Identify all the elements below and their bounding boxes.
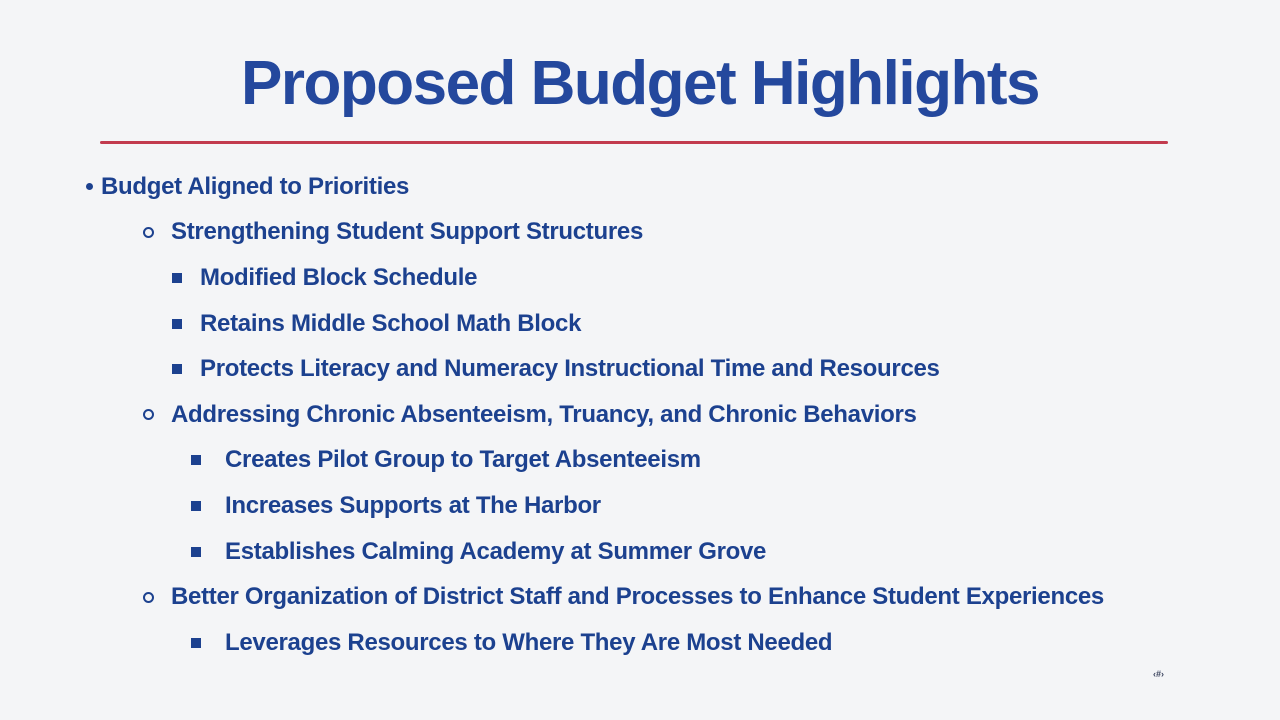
slide-number-placeholder: ‹#›	[1153, 669, 1164, 679]
square-bullet-icon	[191, 501, 201, 511]
outline-item	[143, 392, 1280, 438]
square-bullet-icon	[191, 547, 201, 557]
square-bullet-icon	[172, 319, 182, 329]
outline-item	[86, 164, 1280, 210]
outline-item-text: Strengthening Student Support Structures	[171, 218, 643, 246]
outline-item-text: Increases Supports at The Harbor	[225, 491, 601, 519]
slide-title: Proposed Budget Highlights	[241, 49, 1039, 118]
square-bullet-icon	[172, 273, 182, 283]
outline-item-text: Retains Middle School Math Block	[200, 309, 582, 337]
outline-item-text: Establishes Calming Academy at Summer Grove	[225, 537, 767, 565]
outline-list	[0, 164, 1280, 666]
outline-item	[191, 620, 1280, 666]
outline-item-text: Creates Pilot Group to Target Absenteeism	[225, 446, 701, 474]
outline-item-text: Addressing Chronic Absenteeism, Truancy, and Chronic Behaviors	[171, 400, 917, 428]
circle-bullet-icon	[143, 592, 154, 603]
outline-item	[172, 346, 1280, 392]
square-bullet-icon	[191, 638, 201, 648]
dot-bullet-icon	[86, 183, 93, 190]
outline-item	[172, 255, 1280, 301]
outline-item-text: Modified Block Schedule	[200, 263, 478, 291]
outline-item	[191, 483, 1280, 529]
outline-item	[143, 574, 1280, 620]
outline-item	[172, 301, 1280, 347]
outline-item-text: Protects Literacy and Numeracy Instructional Time and Resources	[200, 355, 940, 383]
outline-item-text: Leverages Resources to Where They Are Most Needed	[225, 628, 833, 656]
square-bullet-icon	[191, 455, 201, 465]
title-underline-rule	[100, 141, 1168, 144]
outline-item	[143, 210, 1280, 256]
square-bullet-icon	[172, 364, 182, 374]
circle-bullet-icon	[143, 227, 154, 238]
outline-item-text: Better Organization of District Staff and Processes to Enhance Student Experiences	[171, 583, 1104, 611]
circle-bullet-icon	[143, 409, 154, 420]
outline-item	[191, 438, 1280, 484]
outline-item-text: Budget Aligned to Priorities	[101, 172, 410, 200]
outline-item	[191, 529, 1280, 575]
